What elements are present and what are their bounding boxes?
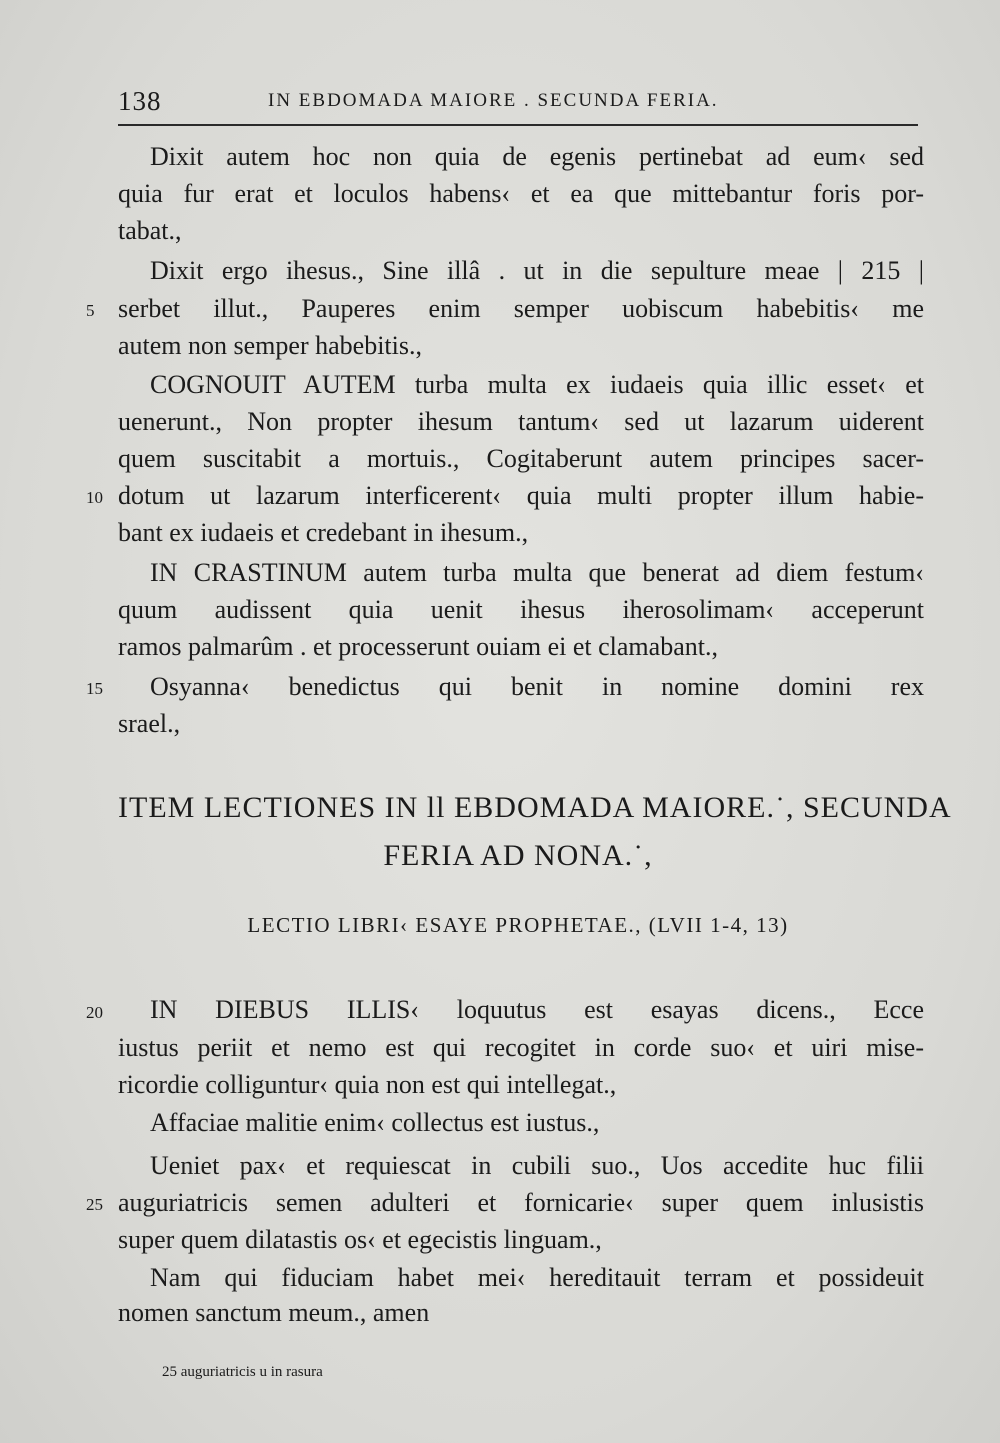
- text-line: bant ex iudaeis et credebant in ihesum.,: [118, 518, 529, 547]
- text-line: nomen sanctum meum., amen: [118, 1298, 430, 1327]
- text-line: COGNOUIT AUTEM turba multa ex iudaeis quia illic esset‹ et: [150, 370, 924, 399]
- text-line: auguriatricis semen adulteri et fornicarie‹ super quem inlusistis: [118, 1188, 924, 1217]
- text-line: Affaciae malitie enim‹ collectus est iustus.,: [150, 1108, 600, 1137]
- line-number: 25: [86, 1195, 103, 1214]
- text-line: Nam qui fiduciam habet mei‹ hereditauit terram et possideuit: [150, 1263, 924, 1292]
- section-heading-line-2: FERIA AD NONA.˙,: [383, 839, 653, 872]
- header-rule: [118, 124, 918, 126]
- text-line: quem suscitabit a mortuis., Cogitaberunt autem principes sacer-: [118, 444, 924, 473]
- line-number: 5: [86, 301, 95, 320]
- text-line: Dixit ergo ihesus., Sine illâ . ut in die sepulture meae | 215 |: [150, 256, 924, 285]
- text-line: IN DIEBUS ILLIS‹ loquutus est esayas dicens., Ecce: [150, 995, 924, 1024]
- text-line: Dixit autem hoc non quia de egenis pertinebat ad eum‹ sed: [150, 142, 924, 171]
- text-line: tabat.,: [118, 216, 182, 245]
- text-line: srael.,: [118, 709, 181, 738]
- footnote: 25 auguriatricis u in rasura: [162, 1364, 323, 1380]
- section-heading-line-1: ITEM LECTIONES IN ll EBDOMADA MAIORE.˙, SECUNDA: [118, 791, 952, 824]
- text-line: Ueniet pax‹ et requiescat in cubili suo., Uos accedite huc filii: [150, 1151, 924, 1180]
- text-line: uenerunt., Non propter ihesum tantum‹ sed ut lazarum uiderent: [118, 407, 924, 436]
- text-line: super quem dilatastis os‹ et egecistis linguam.,: [118, 1225, 602, 1254]
- text-line: IN CRASTINUM autem turba multa que benerat ad diem festum‹: [150, 558, 924, 587]
- text-line: dotum ut lazarum interficerent‹ quia multi propter illum habie-: [118, 481, 924, 510]
- text-line: ricordie colliguntur‹ quia non est qui intellegat.,: [118, 1070, 617, 1099]
- text-line: ramos palmarûm . et processerunt ouiam ei et clamabant.,: [118, 632, 718, 661]
- line-number: 20: [86, 1003, 103, 1022]
- text-line: serbet illut., Pauperes enim semper uobiscum habebitis‹ me: [118, 294, 924, 323]
- line-number: 15: [86, 679, 103, 698]
- page-number: 138: [118, 86, 162, 116]
- text-line: autem non semper habebitis.,: [118, 331, 422, 360]
- page-header: [118, 80, 918, 120]
- lection-title: LECTIO LIBRI‹ ESAYE PROPHETAE., (LVII 1-4, 13): [247, 913, 789, 937]
- text-line: iustus periit et nemo est qui recogitet in corde suo‹ et uiri mise-: [118, 1033, 924, 1062]
- text-line: Osyanna‹ benedictus qui benit in nomine domini rex: [150, 672, 924, 701]
- running-head: IN EBDOMADA MAIORE . SECUNDA FERIA.: [268, 90, 719, 111]
- text-line: quia fur erat et loculos habens‹ et ea que mittebantur foris por-: [118, 179, 924, 208]
- line-number: 10: [86, 488, 103, 507]
- text-line: quum audissent quia uenit ihesus iherosolimam‹ acceperunt: [118, 595, 924, 624]
